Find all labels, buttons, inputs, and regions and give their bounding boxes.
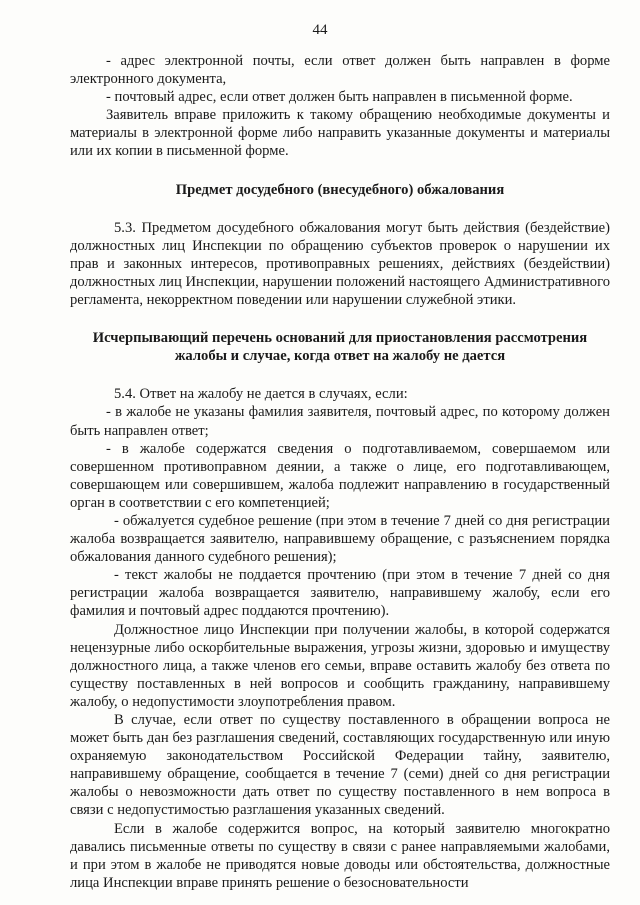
paragraph-5-4: 5.4. Ответ на жалобу не дается в случаях, если: [114, 386, 408, 403]
list-item-unreadable: - текст жалобы не поддается прочтению (при этом в течение 7 дней со дня регистрации жалоба возвращается заявителю, направившему жалобу, если его фамилия и почтовый адрес поддаются прочтению). [70, 567, 610, 620]
paragraph-state-secret: В случае, если ответ по существу поставленного в обращении вопроса не может быть дан без разглашения сведений, составляющих государственную или иную охраняемую законодательством Российской Федерации тайну, заявителю, направившему обращение, сообщается в течение 7 (семи) дней со дня регистрации жалобы о невозможности дать ответ по существу поставленного в нем вопроса в связи с недопустимостью разглашения указанных сведений. [70, 712, 610, 819]
paragraph-email-address: - адрес электронной почты, если ответ должен быть направлен в форме электронного документа, [70, 53, 610, 88]
paragraph-repeated-question: Если в жалобе содержится вопрос, на который заявителю многократно давались письменные ответы по существу в связи с ранее направляемыми жалобами, и при этом в жалобе не приводятся новые доводы или обстоятельства, должностные лица Инспекции вправе принять решение о безосновательности [70, 820, 610, 891]
paragraph-postal-address: - почтовый адрес, если ответ должен быть направлен в письменной форме. [106, 89, 573, 106]
page-content [70, 52, 610, 892]
paragraph-5-3: 5.3. Предметом досудебного обжалования могут быть действия (бездействие) должностных лиц Инспекции по обращению субъектов проверок о нарушении их прав и законных интересов, противоправных решениях, действиях (бездействии) должностных лиц Инспекции, нарушении положений настоящего Административного регламента, некорректном поведении или нарушении служебной этики. [70, 219, 610, 309]
list-item-court-decision: - обжалуется судебное решение (при этом в течение 7 дней со дня регистрации жалоба возвращается заявителю, направившему обращение, с разъяснением порядка обжалования данного судебного решения); [70, 512, 610, 566]
paragraph-attachments: Заявитель вправе приложить к такому обращению необходимые документы и материалы в электронной форме либо направить указанные документы и материалы или их копии в письменной форме. [70, 107, 610, 160]
list-item-no-name: - в жалобе не указаны фамилия заявителя, почтовый адрес, по которому должен быть направлен ответ; [70, 404, 610, 439]
list-item-illegal-act: - в жалобе содержатся сведения о подготавливаемом, совершаемом или совершенном противоправном деянии, а также о лице, его подготавливающем, совершающем или совершившем, жалоба подлежит направлению в государственный орган в соответствии с его компетенцией; [70, 440, 610, 511]
paragraph-offensive-content: Должностное лицо Инспекции при получении жалобы, в которой содержатся нецензурные либо оскорбительные выражения, угрозы жизни, здоровью и имуществу должностного лица, а также членов его семьи, вправе оставить жалобу без ответа по существу поставленных в ней вопросов и сообщить гражданину, направившему жалобу, о недопустимости злоупотребления правом. [70, 621, 610, 710]
section-heading-suspension-grounds: Исчерпывающий перечень оснований для приостановления рассмотрения жалобы и случае, когда ответ на жалобу не дается [92, 330, 588, 365]
page-number: 44 [312, 22, 328, 38]
section-heading-appeal-subject: Предмет досудебного (внесудебного) обжалования [175, 181, 505, 198]
